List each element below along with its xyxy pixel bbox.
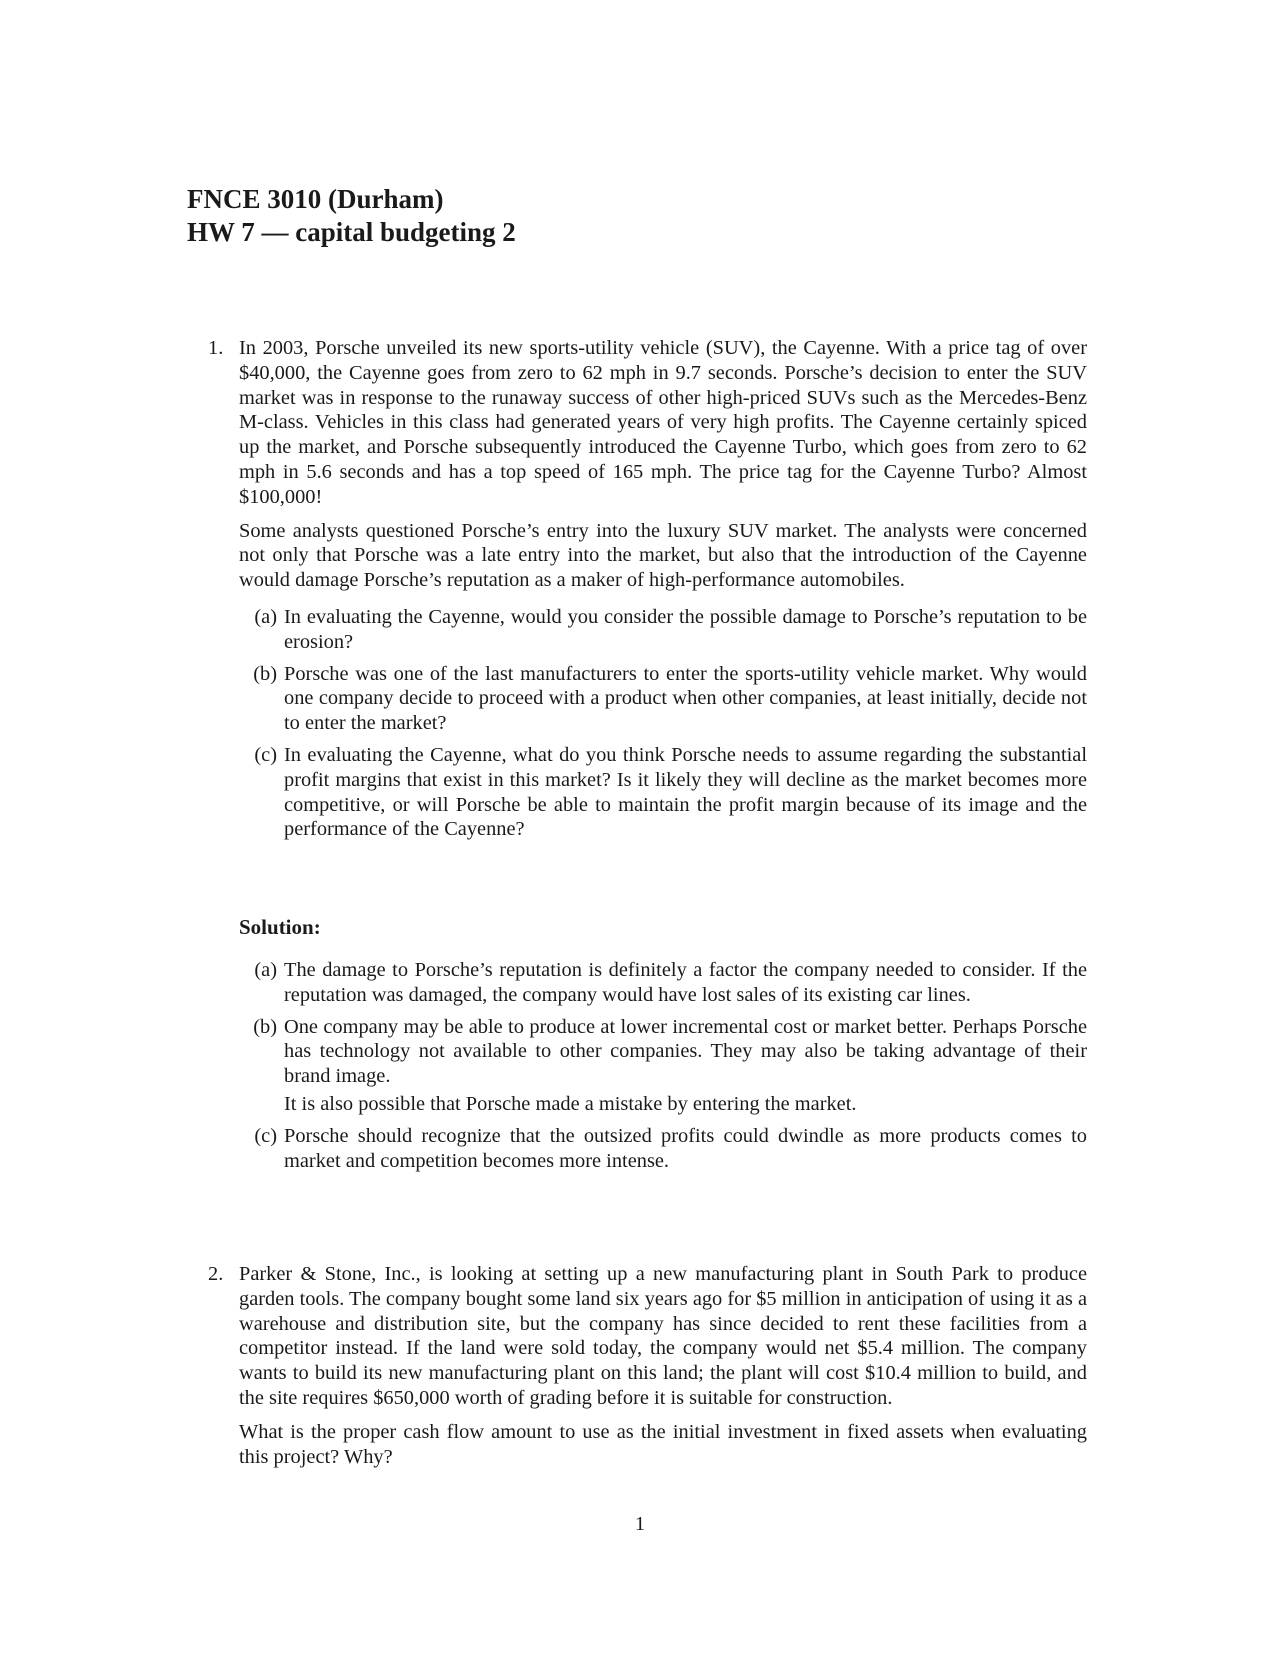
part-extra-text: It is also possible that Porsche made a mistake by entering the market. (284, 1092, 857, 1115)
title-block (187, 183, 516, 249)
question-2-number: 2. (208, 1263, 224, 1285)
question-1 (239, 336, 1087, 849)
assignment-title: HW 7 — capital budgeting 2 (187, 217, 516, 247)
part-text: One company may be able to produce at lower incremental cost or market better. Perhaps Porsche has technology not available to other companies. They may also be taking advantage of their brand image. (284, 1015, 1087, 1088)
question-1-part-a (239, 605, 1087, 655)
solution-part-a (239, 958, 1087, 1008)
part-label: (a) (254, 959, 277, 981)
question-1-parts (239, 605, 1087, 842)
part-text: The damage to Porsche’s reputation is definitely a factor the company needed to consider. If the reputation was damaged, the company would have lost sales of its existing car lines. (284, 959, 1087, 1006)
solution-part-b (239, 1015, 1087, 1117)
part-text: In evaluating the Cayenne, what do you think Porsche needs to assume regarding the substantial profit margins that exist in this market? Is it likely they will decline as the market becomes more competitive, or will Porsche be able to maintain the profit margin because of its image and the performance of the Cayenne? (284, 743, 1087, 841)
course-title: FNCE 3010 (Durham) (187, 184, 444, 214)
part-label: (c) (254, 743, 277, 766)
question-2 (239, 1262, 1087, 1478)
part-label: (b) (253, 662, 277, 685)
part-text: Porsche was one of the last manufacturers to enter the sports-utility vehicle market. Why would one company decide to proceed with a product when other companies, at least initially, decide not to enter the market? (284, 662, 1087, 735)
part-text: Porsche should recognize that the outsized profits could dwindle as more products comes to market and competition becomes more intense. (284, 1124, 1087, 1172)
question-2-paragraph: What is the proper cash flow amount to use as the initial investment in fixed assets when evaluating this project? Why? (239, 1420, 1087, 1468)
page-number: 1 (634, 1513, 646, 1535)
part-label: (c) (254, 1124, 277, 1147)
question-2-paragraph: Parker & Stone, Inc., is looking at setting up a new manufacturing plant in South Park to produce garden tools. The company bought some land six years ago for $5 million in anticipation of using it as a warehouse and distribution site, but the company has since decided to rent these facilities from a competitor instead. If the land were sold today, the company would net $5.4 million. The company wants to build its new manufacturing plant on this land; the plant will cost $10.4 million to build, and the site requires $650,000 worth of grading before it is suitable for construction. (239, 1263, 1087, 1409)
question-1-part-b (239, 662, 1087, 736)
question-1-paragraph: Some analysts questioned Porsche’s entry into the luxury SUV market. The analysts were concerned not only that Porsche was a late entry into the market, but also that the introduction of the Cayenne would damage Porsche’s reputation as a maker of high-performance automobiles. (239, 519, 1087, 592)
part-label: (a) (254, 605, 277, 628)
part-label: (b) (253, 1015, 277, 1038)
question-1-paragraph: In 2003, Porsche unveiled its new sports-utility vehicle (SUV), the Cayenne. With a price tag of over $40,000, the Cayenne goes from zero to 62 mph in 9.7 seconds. Porsche’s decision to enter the SUV market was in response to the runaway success of other high-priced SUVs such as the Mercedes-Benz M-class. Vehicles in this class had generated years of very high profits. The Cayenne certainly spiced up the market, and Porsche subsequently introduced the Cayenne Turbo, which goes from zero to 62 mph in 5.6 seconds and has a top speed of 165 mph. The price tag for the Cayenne Turbo? Almost $100,000! (239, 337, 1087, 508)
question-1-number: 1. (208, 337, 224, 359)
question-1-part-c (239, 743, 1087, 842)
part-text: In evaluating the Cayenne, would you consider the possible damage to Porsche’s reputation to be erosion? (284, 605, 1087, 653)
solution-heading: Solution: (239, 915, 321, 939)
solution-part-c (239, 1124, 1087, 1174)
solution-parts (239, 958, 1087, 1180)
